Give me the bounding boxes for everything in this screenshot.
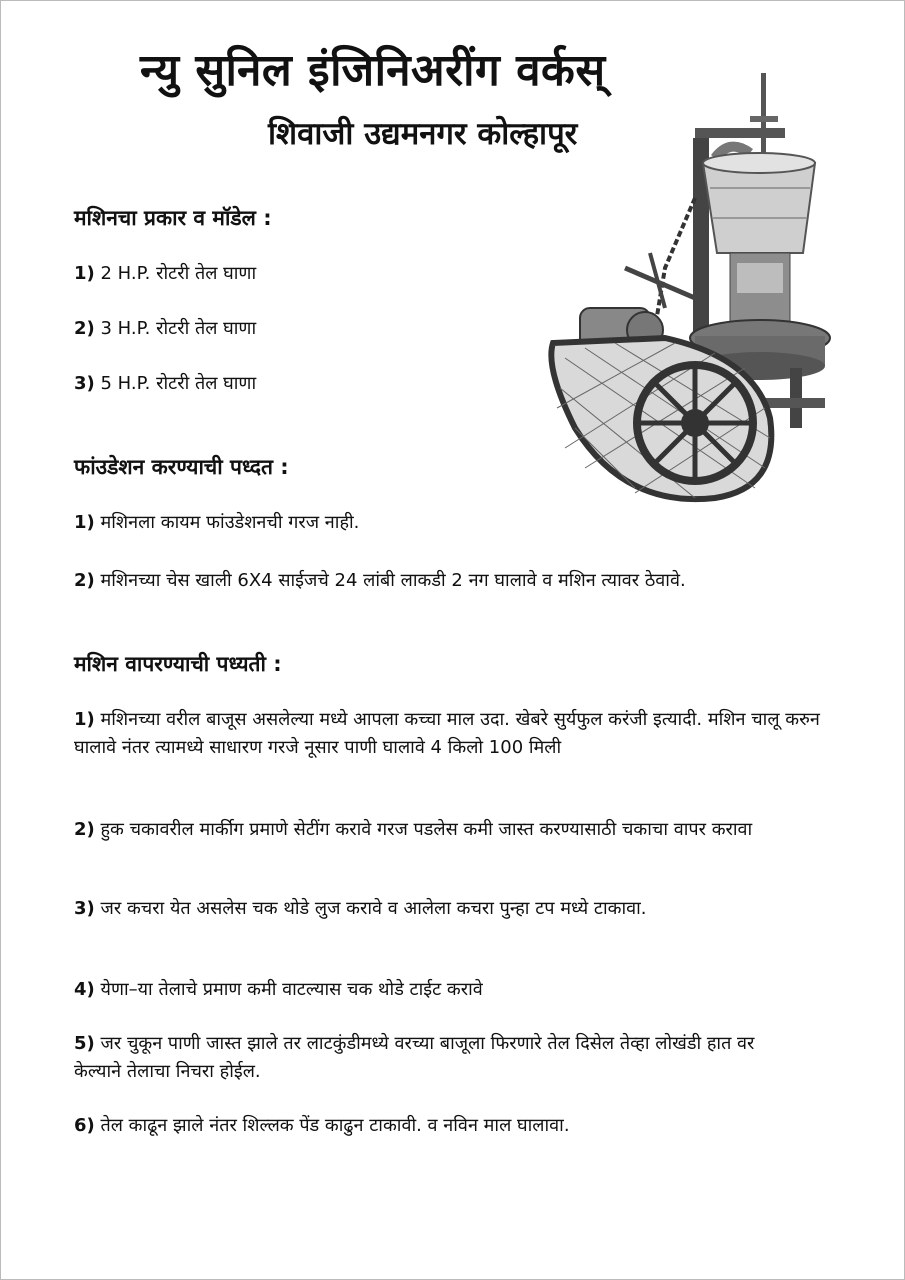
models-heading: मशिनचा प्रकार व मॉडेल : <box>74 206 272 230</box>
item-text: जर चुकून पाणी जास्त झाले तर लाटकुंडीमध्ये वरच्या बाजूला फिरणारे तेल दिसेल तेव्हा लोखंडी हात वर केल्याने तेलाचा निचरा होईल. <box>74 1033 755 1082</box>
item-text: येणा–या तेलाचे प्रमाण कमी वाटल्यास चक थोडे टाईट करावे <box>100 979 483 1000</box>
item-number: 1) <box>74 263 95 284</box>
usage-heading: मशिन वापरण्याची पध्यती : <box>74 652 282 676</box>
usage-item <box>74 1030 794 1086</box>
item-text: तेल काढून झाले नंतर शिल्लक पेंड काढुन टाकावी. व नविन माल घालावा. <box>100 1115 570 1136</box>
item-text: मशिनच्या चेस खाली 6X4 साईजचे 24 लांबी लाकडी 2 नग घालावे व मशिन त्यावर ठेवावे. <box>100 570 686 591</box>
usage-item <box>74 1112 834 1140</box>
item-number: 1) <box>74 709 95 730</box>
item-text: मशिनला कायम फांउडेशनची गरज नाही. <box>100 512 360 533</box>
item-number: 2) <box>74 819 95 840</box>
item-text: 2 H.P. रोटरी तेल घाणा <box>100 263 257 284</box>
item-text: हुक चकावरील मार्कीग प्रमाणे सेटींग करावे गरज पडलेस कमी जास्त करण्यासाठी चकाचा वापर करावा <box>100 819 753 840</box>
foundation-item <box>74 509 794 537</box>
item-text: जर कचरा येत असलेस चक थोडे लुज करावे व आलेला कचरा पुन्हा टप मध्ये टाकावा. <box>100 898 647 919</box>
item-number: 5) <box>74 1033 95 1054</box>
item-number: 1) <box>74 512 95 533</box>
model-item <box>74 315 256 343</box>
company-address: शिवाजी उद्यमनगर कोल्हापूर <box>268 116 578 152</box>
oil-expeller-machine-image <box>545 68 845 508</box>
item-number: 3) <box>74 898 95 919</box>
model-item <box>74 260 256 288</box>
item-text: 5 H.P. रोटरी तेल घाणा <box>100 373 257 394</box>
usage-item <box>74 706 834 762</box>
item-number: 2) <box>74 570 95 591</box>
item-number: 6) <box>74 1115 95 1136</box>
item-text: मशिनच्या वरील बाजूस असलेल्या मध्ये आपला कच्चा माल उदा. खेबरे सुर्यफुल करंजी इत्यादी. मशिन चालू करुन घालावे नंतर त्यामध्ये साधारण गरजे नूसार पाणी घालावे 4 किलो 100 मिली <box>74 709 820 758</box>
item-number: 3) <box>74 373 95 394</box>
item-number: 2) <box>74 318 95 339</box>
foundation-item <box>74 567 824 595</box>
usage-item <box>74 816 754 844</box>
usage-item <box>74 895 834 923</box>
foundation-heading: फांउडेशन करण्याची पध्दत : <box>74 455 289 479</box>
company-title: न्यु सुनिल इंजिनिअरींग वर्कस् <box>140 45 606 96</box>
usage-item <box>74 976 834 1004</box>
model-item <box>74 370 256 398</box>
item-text: 3 H.P. रोटरी तेल घाणा <box>100 318 257 339</box>
item-number: 4) <box>74 979 95 1000</box>
